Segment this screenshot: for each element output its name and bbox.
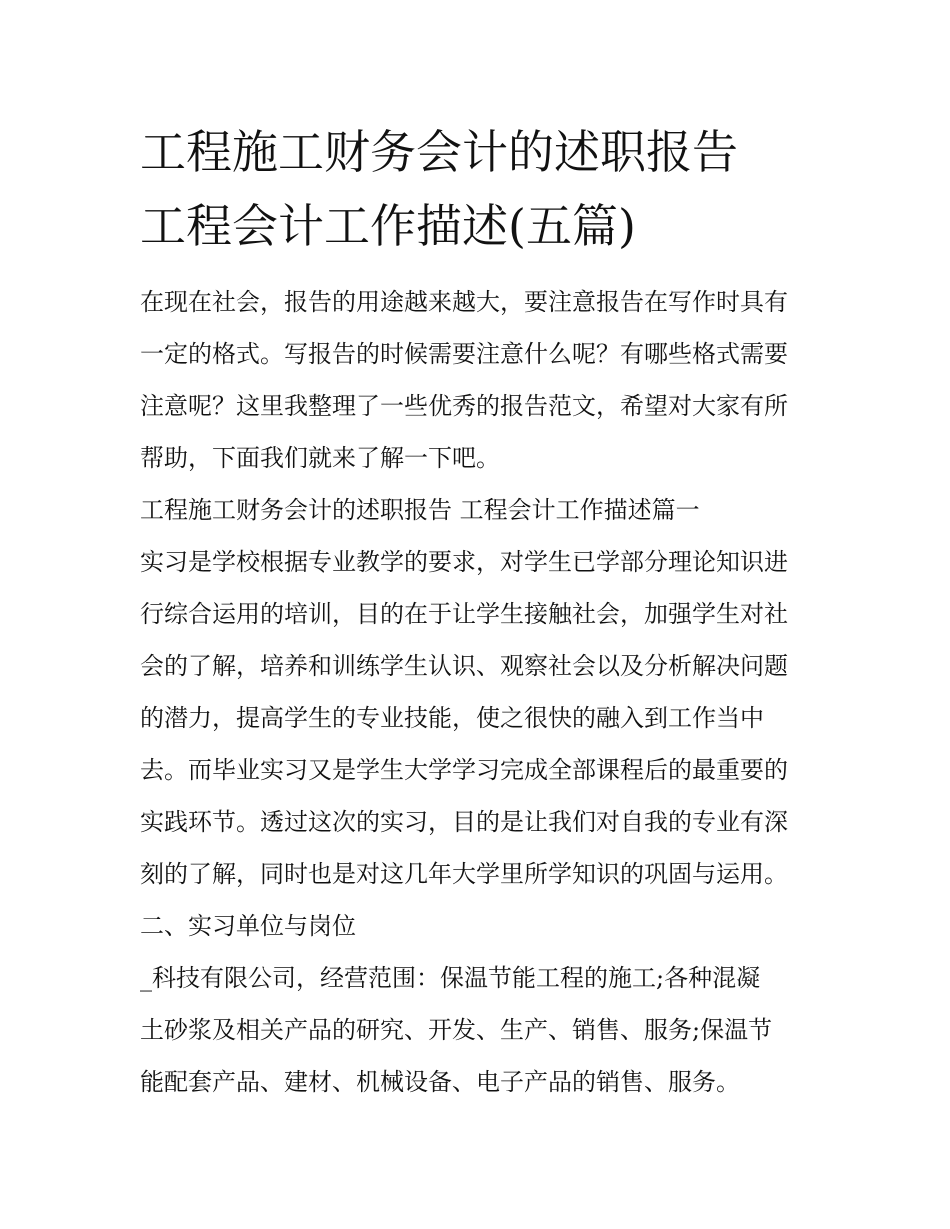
intro-line-4: 帮助，下面我们就来了解一下吧。: [140, 444, 500, 472]
subsection-heading: 二、实习单位与岗位: [140, 912, 356, 940]
company-line-1: _科技有限公司，经营范围：保温节能工程的施工;各种混凝: [140, 964, 761, 992]
intro-line-3: 注意呢？这里我整理了一些优秀的报告范文，希望对大家有所: [140, 392, 788, 420]
paragraph-line-6: 实践环节。透过这次的实习，目的是让我们对自我的专业有深: [140, 808, 788, 836]
company-line-2: 土砂浆及相关产品的研究、开发、生产、销售、服务;保温节: [140, 1016, 773, 1044]
paragraph-line-7: 刻的了解，同时也是对这几年大学里所学知识的巩固与运用。: [140, 860, 788, 888]
title-line-1: 工程施工财务会计的述职报告: [140, 125, 738, 179]
paragraph-line-2: 行综合运用的培训，目的在于让学生接触社会，加强学生对社: [140, 600, 788, 628]
paragraph-line-3: 会的了解，培养和训练学生认识、观察社会以及分析解决问题: [140, 652, 788, 680]
company-line-3: 能配套产品、建材、机械设备、电子产品的销售、服务。: [140, 1068, 740, 1096]
intro-line-2: 一定的格式。写报告的时候需要注意什么呢？有哪些格式需要: [140, 340, 788, 368]
title-line-2: 工程会计工作描述(五篇): [140, 199, 636, 253]
document-body: [140, 276, 820, 1108]
paragraph-line-1: 实习是学校根据专业教学的要求，对学生已学部分理论知识进: [140, 548, 788, 576]
paragraph-line-4: 的潜力，提高学生的专业技能，使之很快的融入到工作当中: [140, 704, 764, 732]
paragraph-line-5: 去。而毕业实习又是学生大学学习完成全部课程后的最重要的: [140, 756, 788, 784]
section-heading-1: 工程施工财务会计的述职报告 工程会计工作描述篇一: [140, 496, 700, 524]
document-title: [140, 115, 840, 263]
intro-line-1: 在现在社会，报告的用途越来越大，要注意报告在写作时具有: [140, 288, 788, 316]
